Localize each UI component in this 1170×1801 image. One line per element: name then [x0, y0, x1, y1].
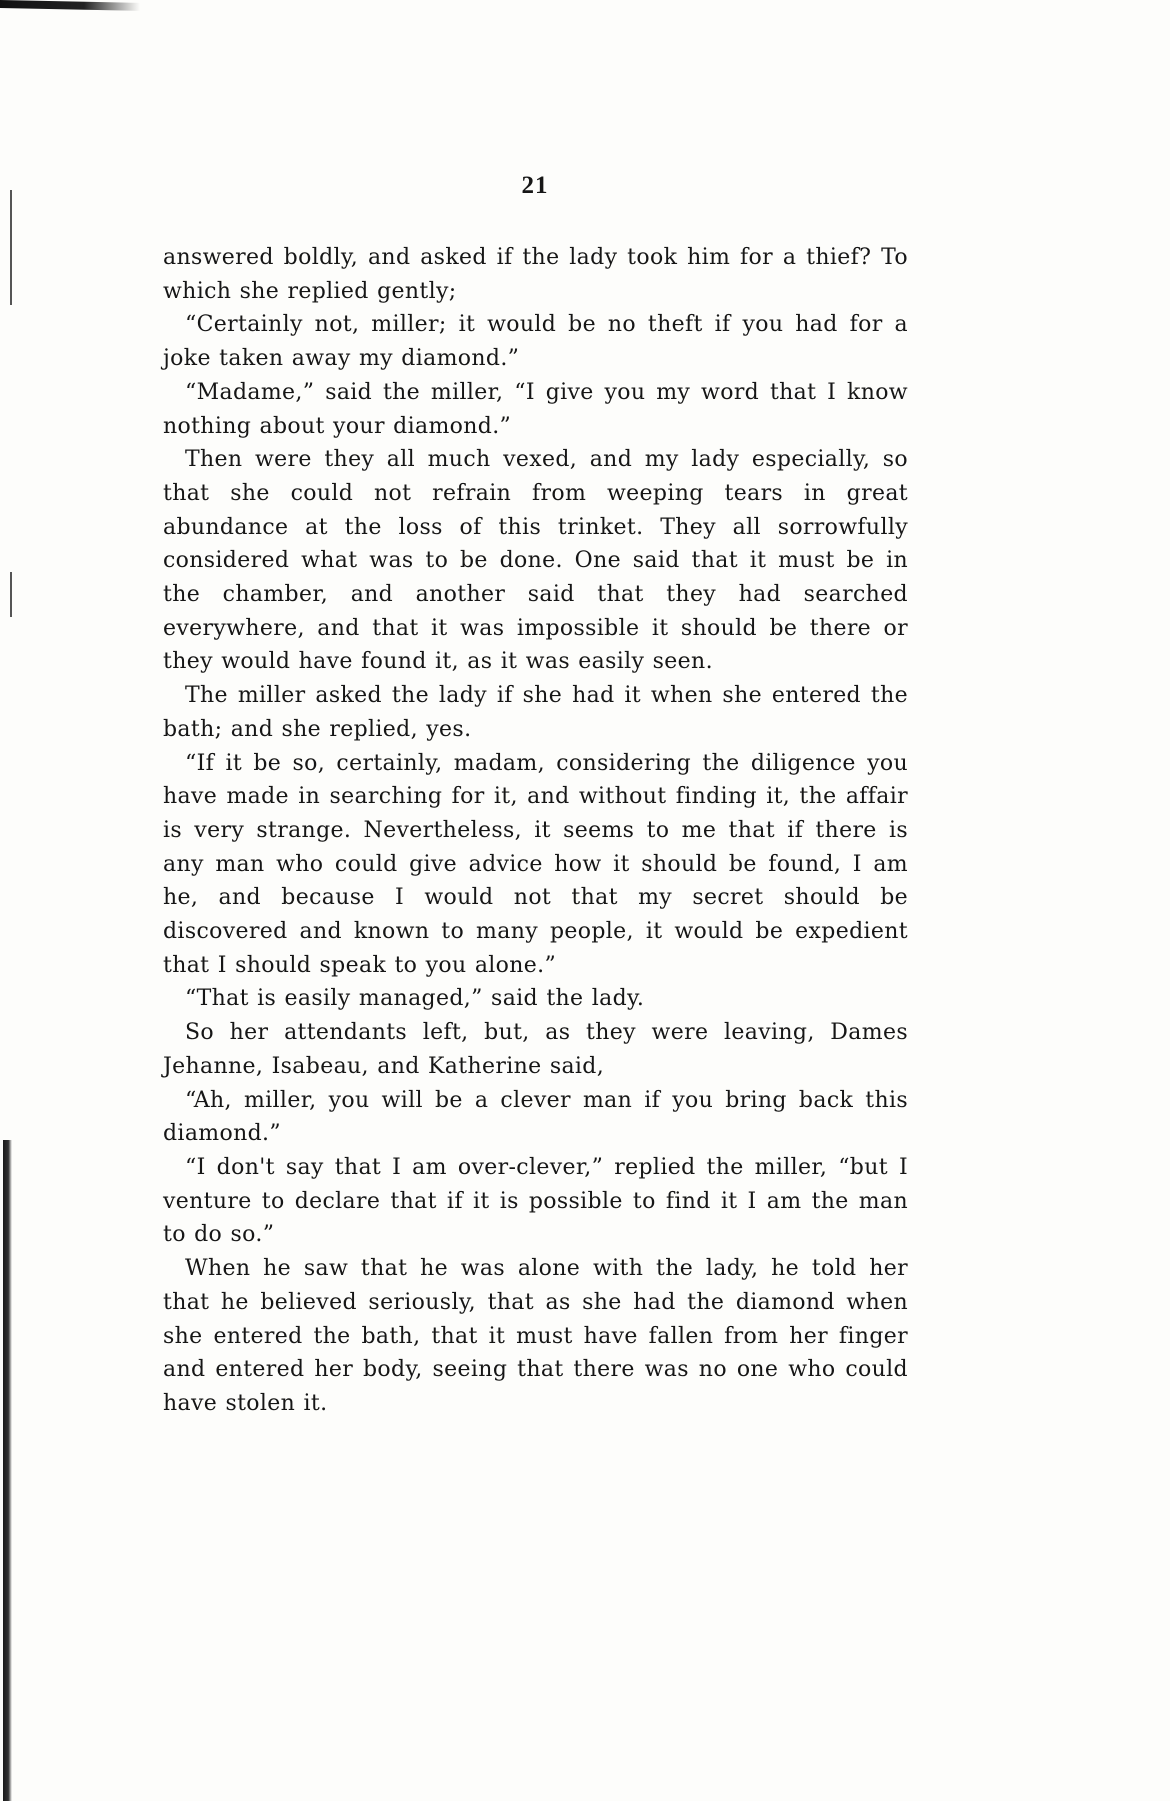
paragraph: “I don't say that I am over-clever,” replied the miller, “but I venture to declare that if it is possible to find it I am the man to do so.” — [163, 1154, 908, 1248]
paragraph: “That is easily managed,” said the lady. — [185, 986, 645, 1012]
paragraph: “Certainly not, miller; it would be no theft if you had for a joke taken away my diamond.” — [163, 312, 908, 372]
page-number: 21 — [521, 172, 549, 199]
scan-artifact-tick — [10, 572, 12, 617]
paragraph: “Madame,” said the miller, “I give you my word that I know nothing about your diamond.” — [163, 379, 908, 439]
paragraph: answered boldly, and asked if the lady took him for a thief? To which she replied gently; — [163, 245, 908, 304]
paragraph: Then were they all much vexed, and my lady especially, so that she could not refrain from weeping tears in great abundance at the loss of this trinket. They all sorrowfully considered what was to be done. One said that it must be in the chamber, and another said that they had searched everywhere, and that it was impossible it should be there or they would have found it, as it was easily seen. — [163, 447, 908, 675]
paragraph: When he saw that he was alone with the lady, he told her that he believed seriously, that as she had the diamond when she entered the bath, that it must have fallen from her finger and entered her body, seeing that there was no one who could have stolen it. — [163, 1256, 908, 1416]
paragraph: “If it be so, certainly, madam, considering the diligence you have made in searching for it, and without finding it, the affair is very strange. Nevertheless, it seems to me that if there is any man who could give advice how it should be found, I am he, and because I would not that my secret should be discovered and known to many people, it would be expedient that I should speak to you alone.” — [163, 750, 908, 978]
paragraph: The miller asked the lady if she had it when she entered the bath; and she replied, yes. — [163, 683, 908, 742]
scan-artifact-left-edge — [3, 1140, 12, 1801]
paragraph: “Ah, miller, you will be a clever man if you bring back this diamond.” — [163, 1087, 908, 1147]
scan-artifact-top — [0, 0, 140, 11]
body-text — [163, 241, 908, 1421]
paragraph: So her attendants left, but, as they were leaving, Dames Jehanne, Isabeau, and Katherine said, — [163, 1020, 908, 1079]
scan-artifact-tick — [10, 190, 12, 305]
